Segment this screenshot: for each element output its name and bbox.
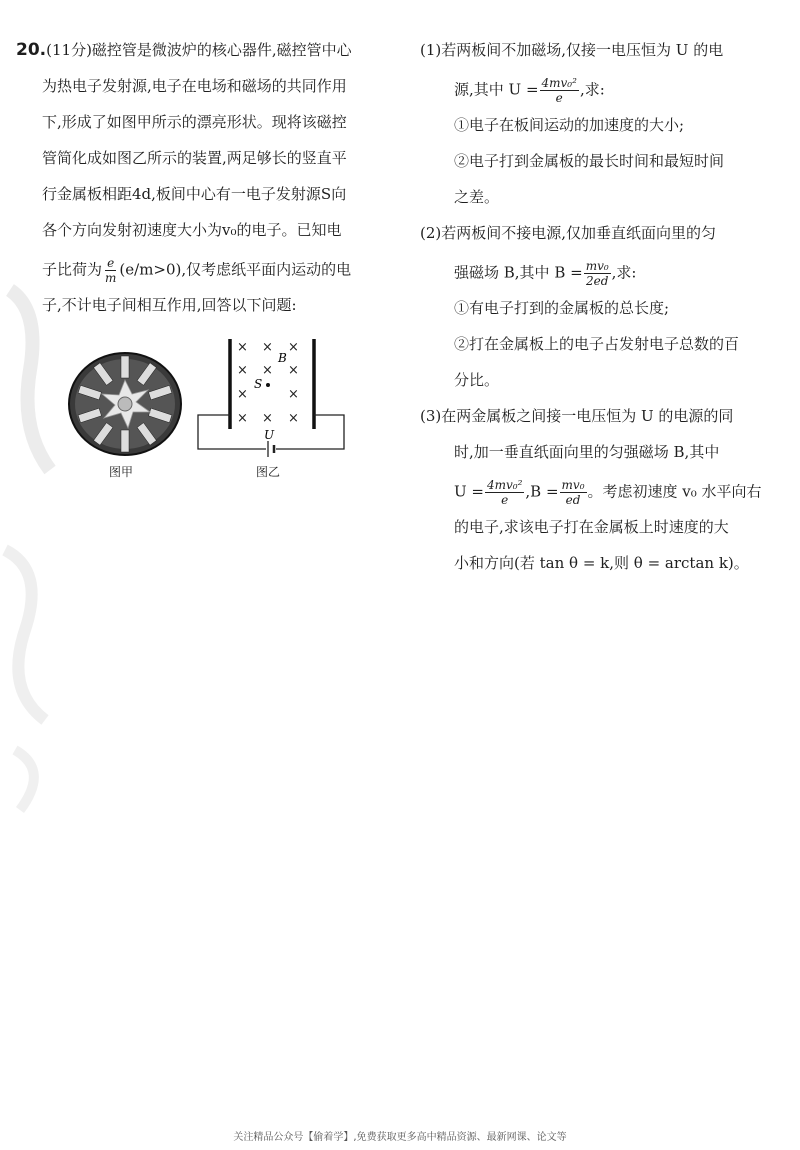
field-cross: × xyxy=(262,363,273,378)
question-line-2: 为热电子发射源,电子在电场和磁场的共同作用 xyxy=(42,77,347,95)
plates-diagram xyxy=(196,337,346,457)
question-line-1: 20.(11分)磁控管是微波炉的核心器件,磁控管中心 xyxy=(16,40,352,60)
question-stem xyxy=(16,40,398,331)
part-2-line-2: 强磁场 B,其中 B = $\frac{\text{mv₀}}{2ed}$ ,求: xyxy=(454,259,637,288)
label-U: U xyxy=(264,428,275,442)
part-2-sub-b-1: ②打在金属板上的电子占发射电子总数的百 xyxy=(454,335,740,353)
field-cross: × xyxy=(288,363,299,378)
field-cross: × xyxy=(288,387,299,402)
label-S: S xyxy=(254,377,263,391)
field-cross: × xyxy=(262,411,273,426)
watermark-decoration xyxy=(0,250,70,850)
part-2-line-1: (2)若两板间不接电源,仅加垂直纸面向里的匀 xyxy=(420,224,717,242)
question-line-6: 各个方向发射初速度大小为v₀的电子。已知电 xyxy=(42,221,342,239)
part-3-line-5: 小和方向(若 tan θ = k,则 θ = arctan k)。 xyxy=(454,554,749,572)
part-3-line-1: (3)在两金属板之间接一电压恒为 U 的电源的同 xyxy=(420,407,734,425)
question-line-5: 行金属板相距4d,板间中心有一电子发射源S向 xyxy=(42,185,347,203)
page-footer: 关注精品公众号【偷着学】,免费获取更多高中精品资源、最新网课、论文等 xyxy=(233,1132,567,1143)
label-B: B xyxy=(278,351,287,365)
part-1-sub-a: ①电子在板间运动的加速度的大小; xyxy=(454,116,685,134)
field-cross: × xyxy=(237,363,248,378)
part-1-sub-b-2: 之差。 xyxy=(454,188,500,206)
question-line-4: 管简化成如图乙所示的装置,两足够长的竖直平 xyxy=(42,149,347,167)
figure-1-caption: 图甲 xyxy=(109,465,134,479)
part-3-line-4: 的电子,求该电子打在金属板上时速度的大 xyxy=(454,518,729,536)
part-3-line-2: 时,加一垂直纸面向里的匀强磁场 B,其中 xyxy=(454,443,720,461)
B-fraction-part2: $\frac{\text{mv₀}}{2ed}$ xyxy=(585,259,609,288)
figure-2-caption: 图乙 xyxy=(256,465,281,479)
question-number: 20. xyxy=(16,40,47,60)
question-line-8: 子,不计电子间相互作用,回答以下问题: xyxy=(42,296,297,314)
e-over-m-condition: (e/m>0) xyxy=(119,260,182,279)
part-1-line-1: (1)若两板间不加磁场,仅接一电压恒为 U 的电 xyxy=(420,41,724,59)
magnetron-figure xyxy=(66,350,184,458)
field-cross: × xyxy=(288,340,299,355)
part-2-sub-a: ①有电子打到的金属板的总长度; xyxy=(454,299,670,317)
source-dot xyxy=(266,383,270,387)
question-line-3: 下,形成了如图甲所示的漂亮形状。现将该磁控 xyxy=(42,113,347,131)
field-cross: × xyxy=(288,411,299,426)
field-cross: × xyxy=(237,340,248,355)
U-fraction-part3: $\frac{\text{4mv₀²}}{e}$ xyxy=(486,478,523,507)
part-2-sub-b-2: 分比。 xyxy=(454,371,500,389)
B-fraction-part3: $\frac{\text{mv₀}}{ed}$ xyxy=(561,478,585,507)
question-parts xyxy=(420,40,792,589)
field-cross: × xyxy=(237,411,248,426)
part-1-sub-b-1: ②电子打到金属板的最长时间和最短时间 xyxy=(454,152,725,170)
field-cross: × xyxy=(262,340,273,355)
part-3-line-3: U = $\frac{\text{4mv₀²}}{e}$ ,B = $\frac{\text{mv₀}}{ed}$ 。考虑初速度 v₀ 水平向右 xyxy=(454,478,762,507)
e-over-m-fraction: $\frac{e}{m}$ xyxy=(105,256,117,285)
U-fraction: $\frac{\text{4mv₀²}}{e}$ xyxy=(541,76,577,105)
field-cross: × xyxy=(237,387,248,402)
charge-ratio-line: 子比荷为 $\frac{e}{m}$ (e/m>0),仅考虑纸平面内运动的电 xyxy=(42,256,352,285)
part-1-line-2: 源,其中 U = $\frac{\text{4mv₀²}}{e}$ ,求: xyxy=(454,76,605,105)
